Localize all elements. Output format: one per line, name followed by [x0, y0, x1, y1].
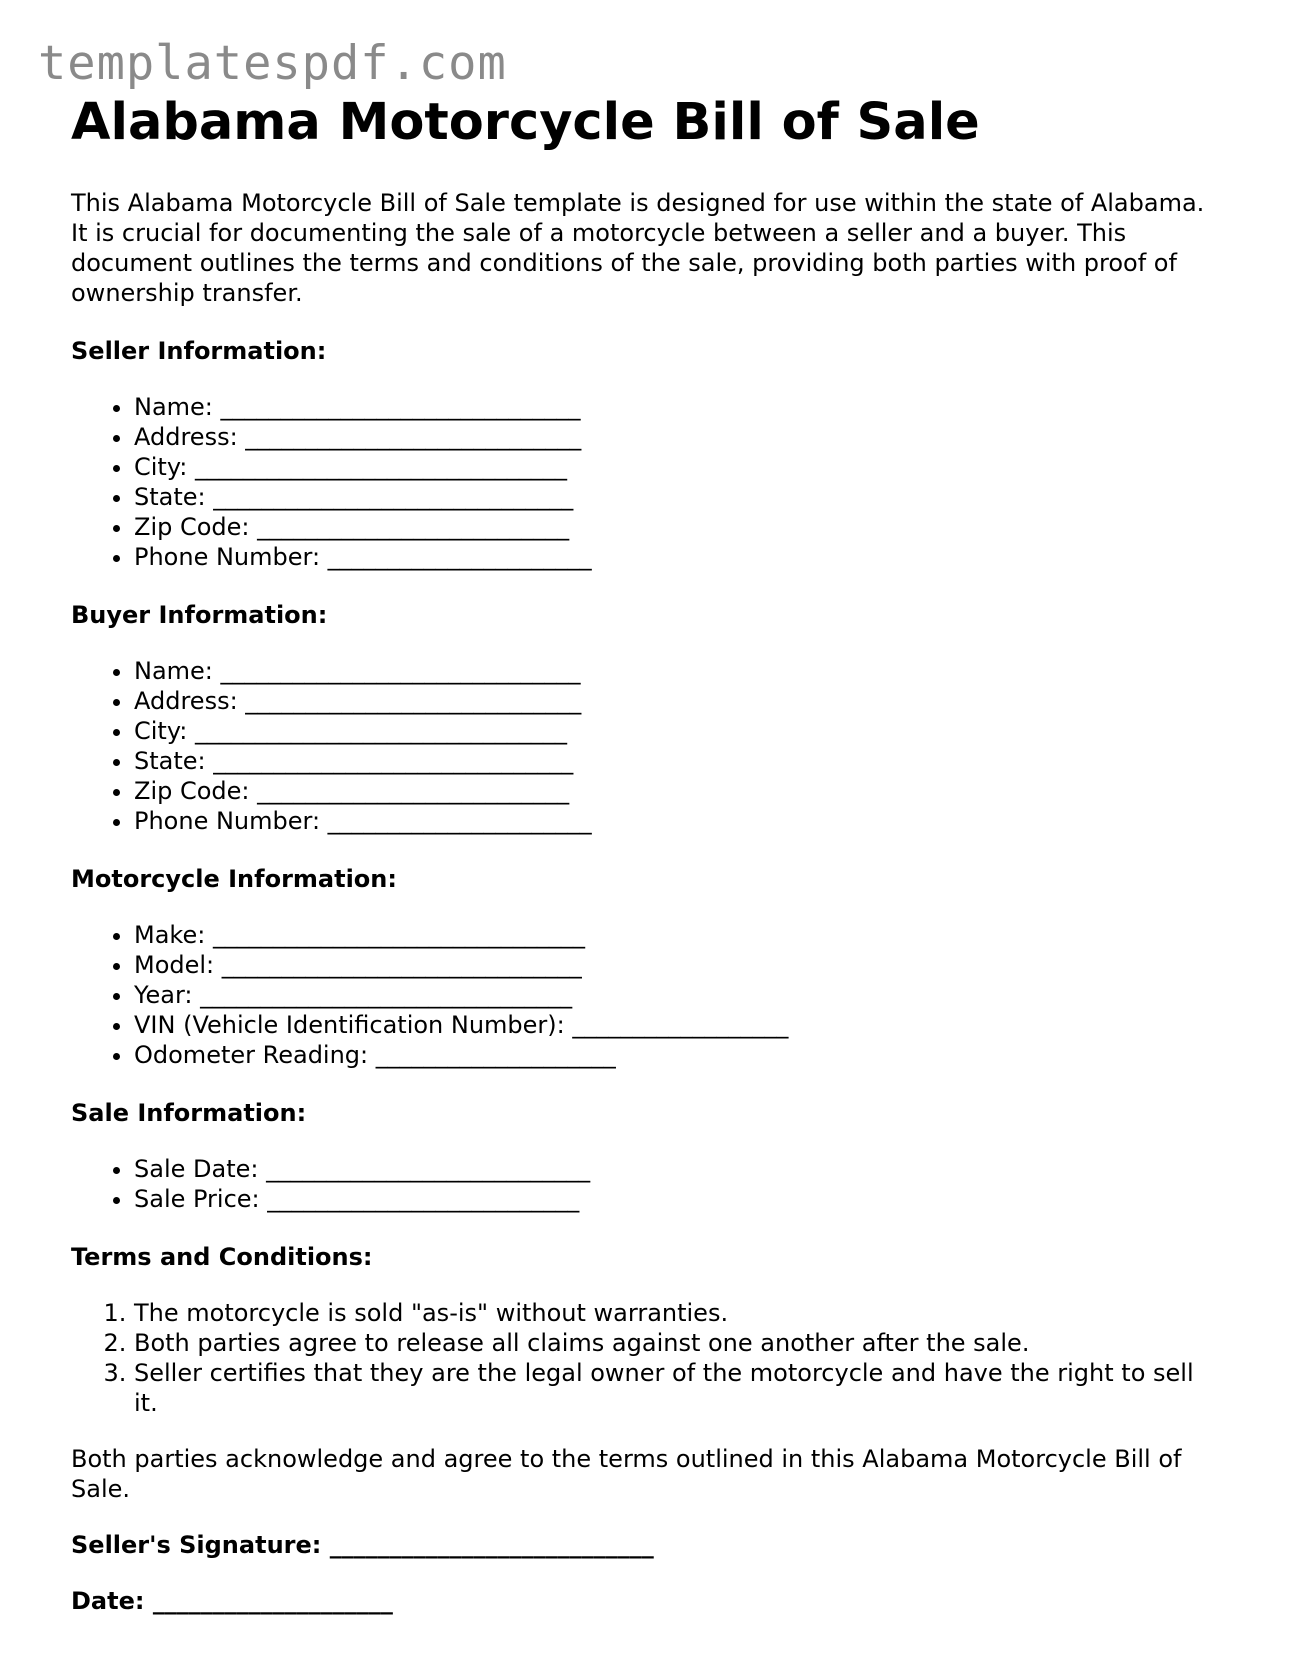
- buyer-state-field: • State: ______________________________: [134, 746, 1221, 776]
- seller-name-field: • Name: ______________________________: [134, 392, 1221, 422]
- intro-paragraph: This Alabama Motorcycle Bill of Sale template is designed for use within the state of Alabama. It is crucial for documenting the sale of a motorcycle between a seller and a buyer. This document outlines the terms and conditions of the sale, providing both parties with proof of ownership transfer.: [71, 189, 1205, 307]
- buyer-address-field: • Address: ____________________________: [134, 686, 1221, 716]
- terms-section-heading: Terms and Conditions:: [71, 1243, 373, 1271]
- seller-state-field: • State: ______________________________: [134, 482, 1221, 512]
- document-title: Alabama Motorcycle Bill of Sale: [71, 93, 980, 152]
- buyer-phone-field: • Phone Number: ______________________: [134, 806, 1221, 836]
- seller-city-field: • City: _______________________________: [134, 452, 1221, 482]
- buyer-zip-field: • Zip Code: __________________________: [134, 776, 1221, 806]
- seller-field-list: [71, 392, 1221, 572]
- seller-address-field: • Address: ____________________________: [134, 422, 1221, 452]
- watermark-text: templatespdf.com: [38, 36, 507, 91]
- buyer-field-list: [71, 656, 1221, 836]
- buyer-name-field: • Name: ______________________________: [134, 656, 1221, 686]
- sale-date-field: • Sale Date: ___________________________: [134, 1154, 1221, 1184]
- terms-item: 2. Both parties agree to release all claims against one another after the sale.: [134, 1328, 1221, 1358]
- sale-section-heading: Sale Information:: [71, 1099, 307, 1127]
- signature-date-line: Date: ____________________: [71, 1587, 393, 1615]
- sale-field-list: [71, 1154, 1221, 1214]
- terms-item: 1. The motorcycle is sold "as-is" without warranties.: [134, 1298, 1221, 1328]
- motorcycle-section-heading: Motorcycle Information:: [71, 865, 397, 893]
- sale-price-field: • Sale Price: __________________________: [134, 1184, 1221, 1214]
- buyer-section-heading: Buyer Information:: [71, 601, 328, 629]
- seller-section-heading: Seller Information:: [71, 337, 327, 365]
- document-page: [71, 88, 1221, 1616]
- motorcycle-make-field: • Make: _______________________________: [134, 920, 1221, 950]
- motorcycle-field-list: [71, 920, 1221, 1070]
- terms-item: 3. Seller certifies that they are the legal owner of the motorcycle and have the right to sell it.: [134, 1358, 1221, 1418]
- seller-phone-field: • Phone Number: ______________________: [134, 542, 1221, 572]
- motorcycle-model-field: • Model: ______________________________: [134, 950, 1221, 980]
- motorcycle-vin-field: • VIN (Vehicle Identification Number): __________________: [134, 1010, 1221, 1040]
- seller-zip-field: • Zip Code: __________________________: [134, 512, 1221, 542]
- motorcycle-odometer-field: • Odometer Reading: ____________________: [134, 1040, 1221, 1070]
- motorcycle-year-field: • Year: _______________________________: [134, 980, 1221, 1010]
- acknowledgement-paragraph: Both parties acknowledge and agree to the terms outlined in this Alabama Motorcycle Bill of Sale.: [71, 1445, 1182, 1503]
- seller-signature-line: Seller's Signature: ___________________________: [71, 1531, 654, 1559]
- terms-list: [71, 1298, 1221, 1418]
- buyer-city-field: • City: _______________________________: [134, 716, 1221, 746]
